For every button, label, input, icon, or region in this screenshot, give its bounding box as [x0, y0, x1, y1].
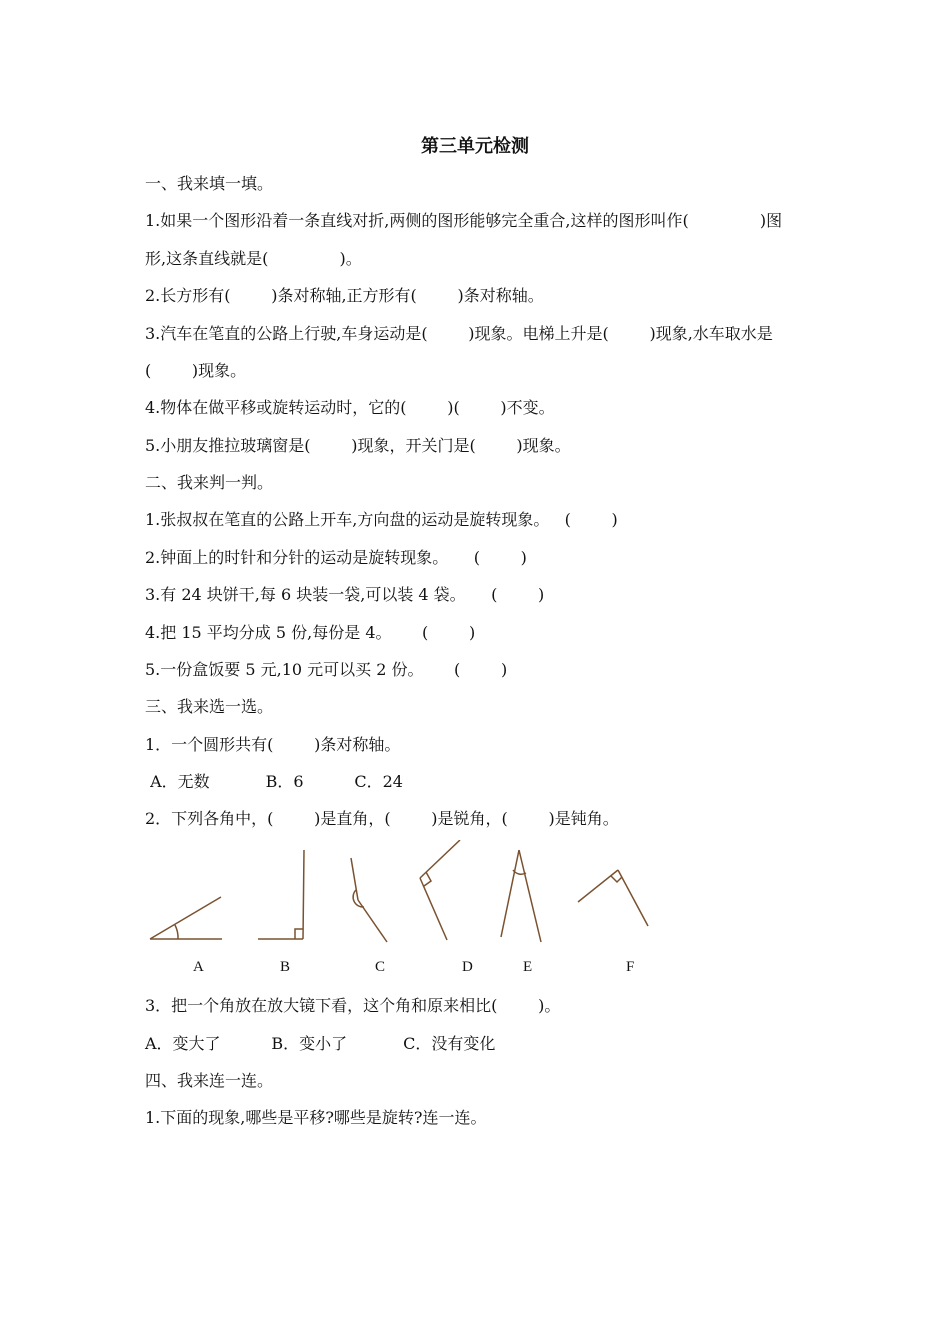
page-title: 第三单元检测: [421, 136, 529, 157]
fill-question-2: 2.长方形有( )条对称轴,正方形有( )条对称轴。: [145, 286, 544, 305]
judge-question-4: 4.把 15 平均分成 5 份,每份是 4。 ( ): [145, 623, 476, 642]
choose-question-1-options: A．无数 B．6 C．24: [145, 772, 403, 791]
angle-label-b: B: [280, 959, 291, 975]
section-heading-connect: 四、我来连一连。: [145, 1071, 274, 1090]
angle-label-e: E: [523, 959, 533, 975]
fill-question-1-line-1: 1.如果一个图形沿着一条直线对折,两侧的图形能够完全重合,这样的图形叫作( )图: [145, 211, 783, 230]
fill-question-5: 5.小朋友推拉玻璃窗是( )现象，开关门是( )现象。: [145, 436, 571, 455]
angle-label-d: D: [462, 959, 473, 975]
angle-figure-c: [351, 858, 387, 942]
connect-question-1: 1.下面的现象,哪些是平移?哪些是旋转?连一连。: [145, 1108, 487, 1127]
angle-label-a: A: [193, 959, 204, 975]
fill-question-3-line-2: ( )现象。: [145, 361, 247, 380]
fill-question-4: 4.物体在做平移或旋转运动时，它的( )( )不变。: [145, 398, 555, 417]
section-heading-fill: 一、我来填一填。: [145, 174, 274, 193]
judge-question-1: 1.张叔叔在笔直的公路上开车,方向盘的运动是旋转现象。 ( ): [145, 510, 618, 529]
choose-question-3: 3．把一个角放在放大镜下看，这个角和原来相比( )。: [145, 996, 561, 1015]
choose-question-2: 2．下列各角中，( )是直角，( )是锐角，( )是钝角。: [145, 809, 619, 828]
fill-question-3-line-1: 3.汽车在笔直的公路上行驶,车身运动是( )现象。电梯上升是( )现象,水车取水是: [145, 324, 773, 343]
section-heading-judge: 二、我来判一判。: [145, 473, 274, 492]
angle-figure-f: [578, 870, 648, 926]
section-heading-choose: 三、我来选一选。: [145, 697, 274, 716]
angle-figure-e: [501, 850, 541, 942]
judge-question-3: 3.有 24 块饼干,每 6 块装一袋,可以装 4 袋。 ( ): [145, 585, 545, 604]
angle-label-c: C: [375, 959, 386, 975]
judge-question-2: 2.钟面上的时针和分针的运动是旋转现象。 ( ): [145, 548, 527, 567]
choose-question-1: 1．一个圆形共有( )条对称轴。: [145, 735, 401, 754]
angle-label-f: F: [626, 959, 635, 975]
judge-question-5: 5.一份盒饭要 5 元,10 元可以买 2 份。 ( ): [145, 660, 508, 679]
choose-question-3-options: A．变大了 B．变小了 C．没有变化: [145, 1034, 496, 1053]
angle-figure-d: [420, 840, 460, 940]
fill-question-1-line-2: 形,这条直线就是( )。: [145, 249, 362, 268]
angle-figure-a: [150, 897, 222, 939]
angle-figure-b: [258, 850, 304, 939]
angle-figures: [0, 840, 700, 950]
